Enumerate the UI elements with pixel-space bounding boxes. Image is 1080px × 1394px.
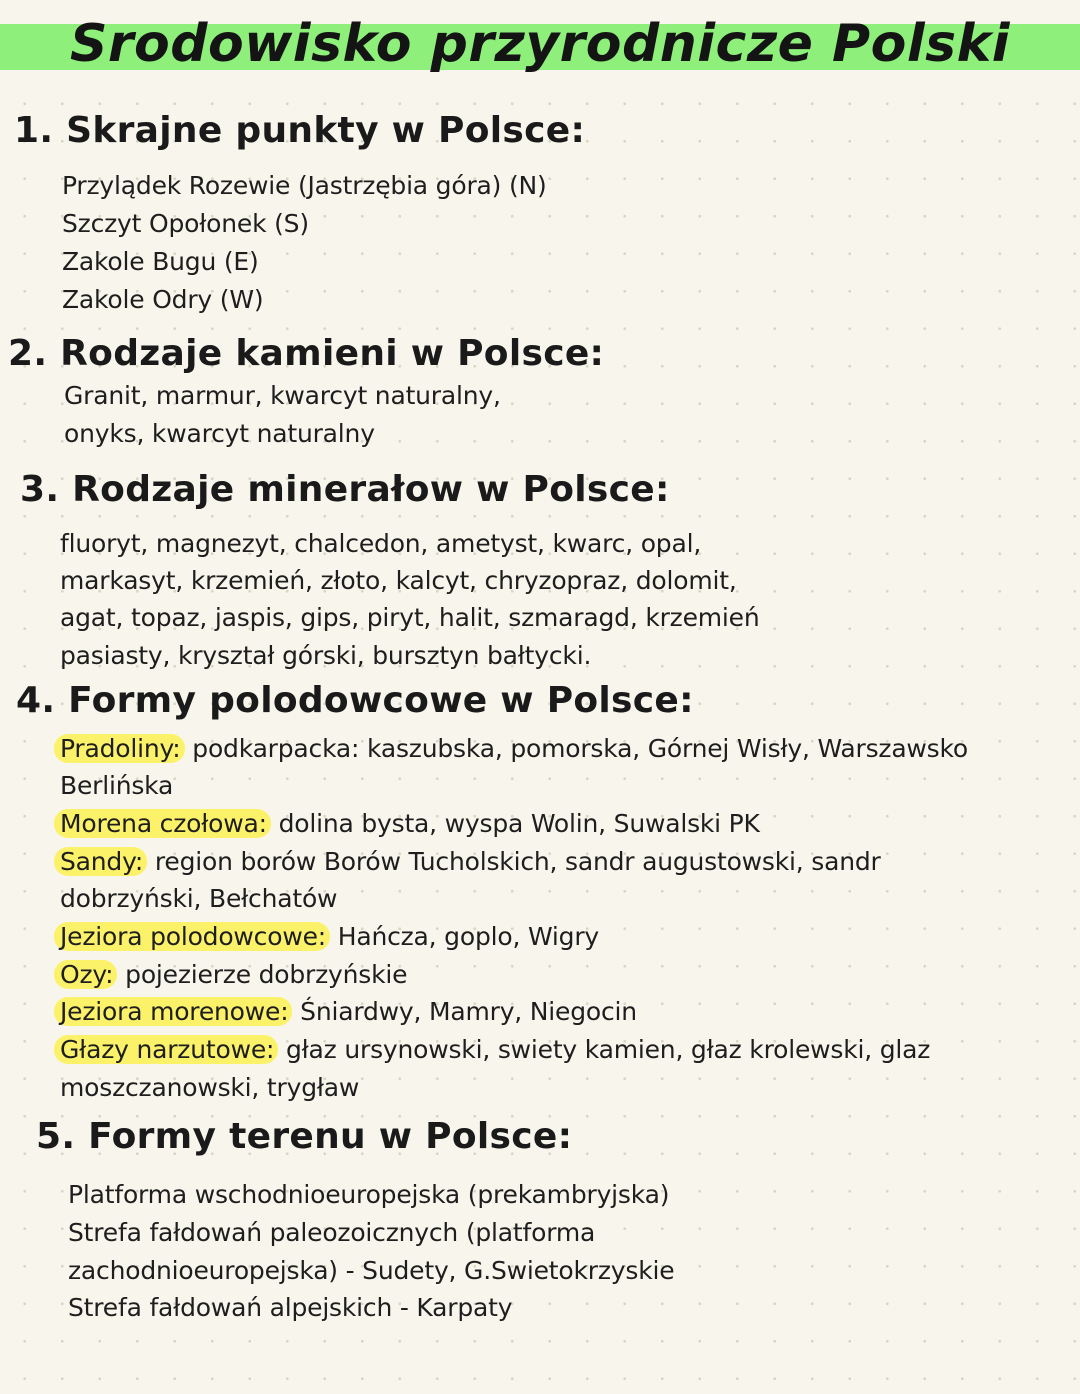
highlighted-term: Ozy: — [54, 960, 117, 989]
list-item: fluoryt, magnezyt, chalcedon, ametyst, kwarc, opal, — [60, 529, 702, 558]
highlighted-term: Jeziora morenowe: — [54, 997, 292, 1026]
list-item — [60, 771, 173, 800]
list-item — [60, 734, 968, 763]
list-item: Zakole Bugu (E) — [62, 247, 259, 276]
list-item: Platforma wschodnioeuropejska (prekambryjska) — [68, 1180, 670, 1209]
term-description: dobrzyński, Bełchatów — [60, 884, 338, 913]
list-item — [60, 1073, 359, 1102]
list-item — [60, 847, 881, 876]
term-description: głaz ursynowski, swiety kamien, głaz krolewski, glaz — [278, 1035, 931, 1064]
highlighted-term: Pradoliny: — [54, 734, 185, 763]
highlighted-term: Jeziora polodowcowe: — [54, 922, 330, 951]
list-item: zachodnioeuropejska) - Sudety, G.Swietokrzyskie — [68, 1256, 675, 1285]
list-item — [60, 809, 760, 838]
list-item: Strefa fałdowań paleozoicznych (platforma — [68, 1218, 596, 1247]
list-item — [60, 1035, 930, 1064]
list-item: Strefa fałdowań alpejskich - Karpaty — [68, 1293, 513, 1322]
list-item: Przylądek Rozewie (Jastrzębia góra) (N) — [62, 171, 547, 200]
list-item — [60, 960, 407, 989]
list-item: onyks, kwarcyt naturalny — [64, 419, 375, 448]
list-item: agat, topaz, jaspis, gips, piryt, halit, szmaragd, krzemień — [60, 603, 760, 632]
term-description: moszczanowski, trygław — [60, 1073, 360, 1102]
term-description: pojezierze dobrzyńskie — [117, 960, 408, 989]
list-item: pasiasty, kryształ górski, bursztyn bałtycki. — [60, 641, 592, 670]
highlighted-term: Morena czołowa: — [54, 809, 271, 838]
page-title: Srodowisko przyrodnicze Polski — [69, 14, 1011, 74]
highlighted-term: Głazy narzutowe: — [54, 1035, 278, 1064]
list-item — [60, 922, 599, 951]
section-heading: 3. Rodzaje minerałow w Polsce: — [20, 469, 670, 510]
section-heading: 4. Formy polodowcowe w Polsce: — [16, 680, 694, 721]
section-heading: 1. Skrajne punkty w Polsce: — [14, 110, 586, 151]
section-heading: 5. Formy terenu w Polsce: — [36, 1116, 573, 1157]
section-heading: 2. Rodzaje kamieni w Polsce: — [8, 333, 605, 374]
highlighted-term: Sandy: — [54, 847, 147, 876]
term-description: Hańcza, goplo, Wigry — [329, 922, 600, 951]
list-item: Zakole Odry (W) — [62, 285, 264, 314]
list-item: markasyt, krzemień, złoto, kalcyt, chryzopraz, dolomit, — [60, 566, 737, 595]
term-description: Śniardwy, Mamry, Niegocin — [292, 997, 637, 1026]
term-description: region borów Borów Tucholskich, sandr augustowski, sandr — [147, 847, 881, 876]
list-item — [60, 884, 337, 913]
list-item — [60, 997, 637, 1026]
list-item: Szczyt Opołonek (S) — [62, 209, 309, 238]
term-description: dolina bysta, wyspa Wolin, Suwalski PK — [270, 809, 760, 838]
list-item: Granit, marmur, kwarcyt naturalny, — [64, 381, 501, 410]
term-description: Berlińska — [60, 771, 174, 800]
term-description: podkarpacka: kaszubska, pomorska, Górnej Wisły, Warszawsko — [184, 734, 968, 763]
